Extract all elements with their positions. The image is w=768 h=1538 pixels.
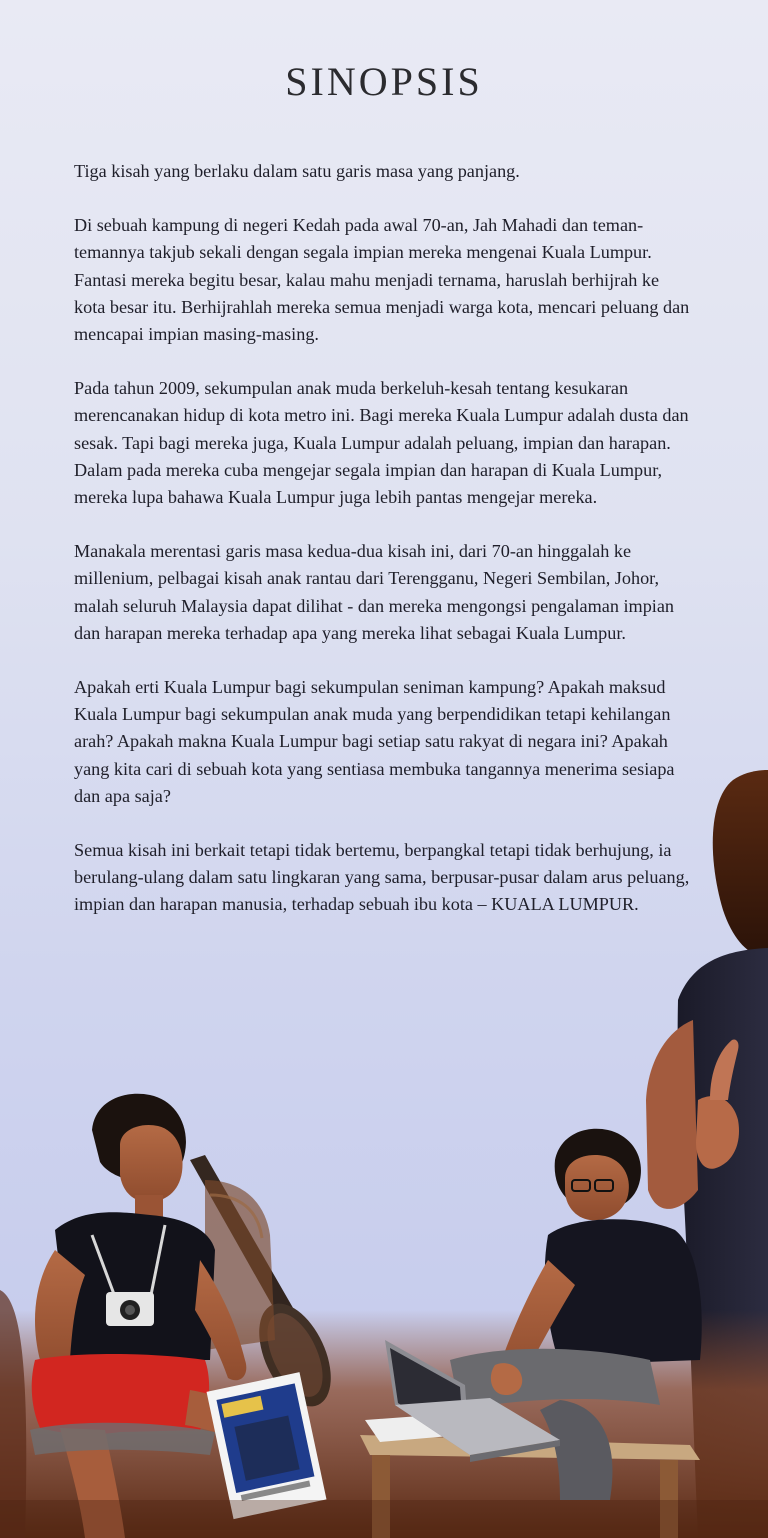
synopsis-paragraph: Semua kisah ini berkait tetapi tidak bertemu, berpangkal tetapi tidak berhujung, ia berulang-ulang dalam satu lingkaran yang sama, berpusar-pusar dalam arus peluang, impian dan harapan manusia, terhadap sebuah ibu kota – KUALA LUMPUR. bbox=[74, 840, 690, 915]
synopsis-paragraph: Di sebuah kampung di negeri Kedah pada awal 70-an, Jah Mahadi dan teman-temannya takjub sekali dengan segala impian mereka mengenai Kuala Lumpur. Fantasi mereka begitu besar, kalau mahu menjadi ternama, haruslah berhijrah ke kota besar itu. Berhijrahlah mereka semua menjadi warga kota, mencari peluang dan mencapai impian masing-masing. bbox=[74, 215, 690, 345]
synopsis-paragraph: Apakah erti Kuala Lumpur bagi sekumpulan seniman kampung? Apakah maksud Kuala Lumpur bagi sekumpulan anak muda yang berpendidikan tetapi kehilangan arah? Apakah makna Kuala Lumpur bagi setiap satu rakyat di negara ini? Apakah yang kita cari di sebuah kota yang sentiasa membuka tangannya menerima sesiapa dan apa saja? bbox=[74, 677, 675, 806]
synopsis-paragraph: Tiga kisah yang berlaku dalam satu garis masa yang panjang. bbox=[74, 161, 520, 181]
synopsis-paragraph: Pada tahun 2009, sekumpulan anak muda berkeluh-kesah tentang kesukaran merencanakan hidup di kota metro ini. Bagi mereka Kuala Lumpur adalah dusta dan sesak. Tapi bagi mereka juga, Kuala Lumpur adalah peluang, impian dan harapan. Dalam pada mereka cuba mengejar segala impian dan harapan di Kuala Lumpur, mereka lupa bahawa Kuala Lumpur juga lebih pantas mengejar mereka. bbox=[74, 378, 689, 508]
page-title: SINOPSIS bbox=[285, 59, 483, 104]
scene-photo bbox=[0, 1060, 768, 1538]
synopsis-body bbox=[74, 158, 692, 946]
synopsis-paragraph: Manakala merentasi garis masa kedua-dua kisah ini, dari 70-an hinggalah ke millenium, pelbagai kisah anak rantau dari Terengganu, Negeri Sembilan, Johor, malah seluruh Malaysia dapat dilihat - dan mereka mengongsi pengalaman impian dan harapan mereka terhadap apa yang mereka lihat sebagai Kuala Lumpur. bbox=[74, 541, 675, 643]
